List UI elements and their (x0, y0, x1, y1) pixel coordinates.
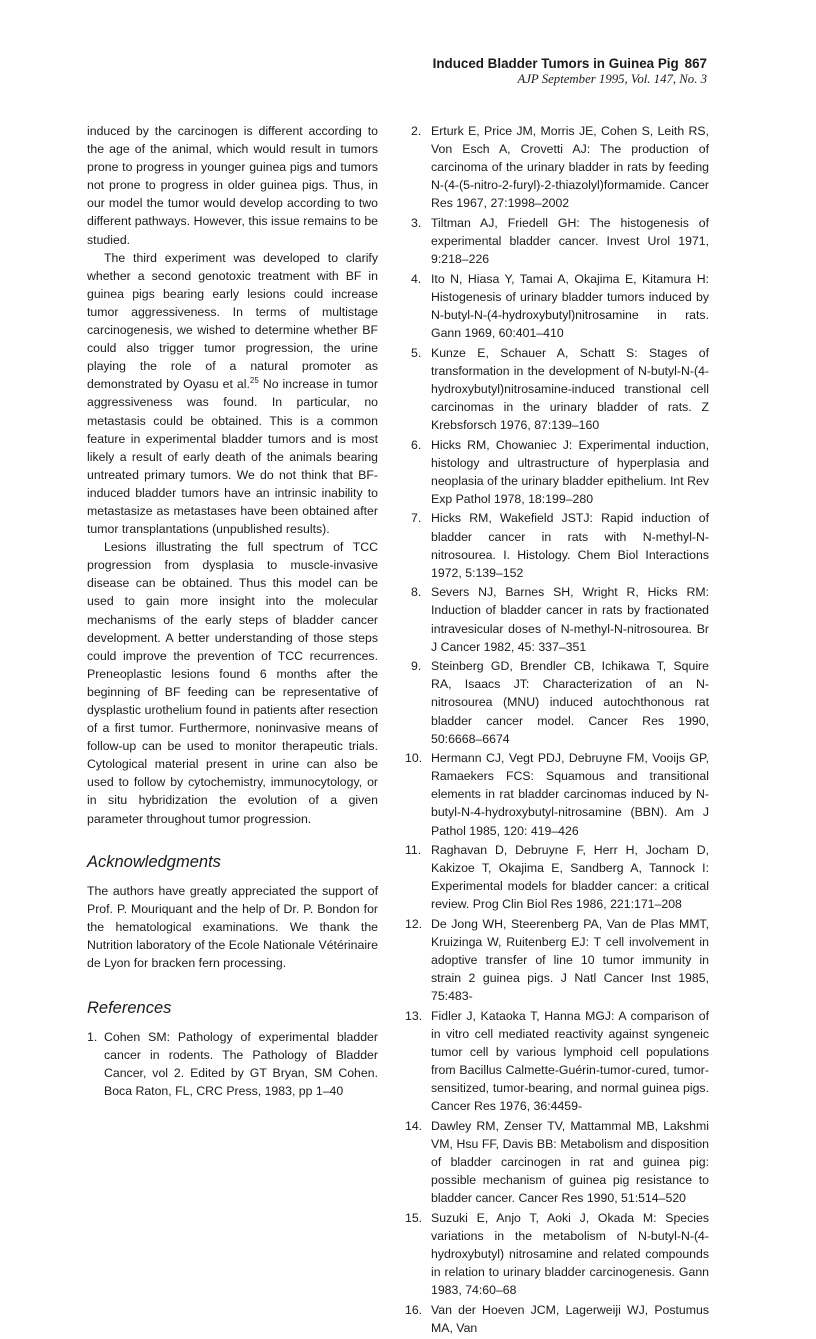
header-title-line (433, 56, 707, 72)
reference-number: 4. (411, 271, 422, 286)
paragraph-2-text-a: The third experiment was developed to clarify whether a second genotoxic treatment with BF in guinea pigs bearing early lesions could increase tumor aggressiveness. In terms of multistage carcinogenesis, we wished to determine whether BF could also trigger tumor progression, the urine playing the role of a natural promoter as demonstrated by Oyasu et al. (87, 250, 378, 392)
reference-item (405, 915, 709, 1005)
reference-item (411, 436, 709, 508)
reference-text: Fidler J, Kataoka T, Hanna MGJ: A comparison of in vitro cell mediated reactivity against syngeneic tumor cell by various lymphoid cell populations from Bacillus Calmette-Guérin-tumor-cured, tumor-sensitized, tumor-bearing, and normal guinea pigs. Cancer Res 1976, 36:4459- (431, 1009, 709, 1114)
reference-item (411, 214, 709, 268)
reference-text: Hermann CJ, Vegt PDJ, Debruyne FM, Vooijs GP, Ramaekers FCS: Squamous and transitional elements in rat bladder carcinomas induced by N-butyl-N-4-hydroxybutyl-nitrosamine (BBN). Am J Pathol 1985, 120: 419–426 (431, 751, 709, 838)
reference-text: Raghavan D, Debruyne F, Herr H, Jocham D, Kakizoe T, Okajima E, Sandberg A, Tannock I: Experimental models for bladder cancer: a critical review. Prog Clin Biol Res 1986, 221:171–208 (431, 843, 709, 912)
reference-number: 6. (411, 437, 422, 452)
reference-text: Van der Hoeven JCM, Lagerweiji WJ, Postumus MA, Van (431, 1303, 709, 1336)
reference-number: 7. (411, 511, 422, 526)
reference-number: 11. (405, 843, 422, 858)
reference-number: 5. (411, 345, 422, 360)
reference-item (87, 1028, 378, 1100)
left-column (87, 122, 378, 1102)
running-header (433, 56, 707, 87)
page-number: 867 (684, 56, 707, 71)
reference-text: Cohen SM: Pathology of experimental bladder cancer in rodents. The Pathology of Bladder Cancer, vol 2. Edited by GT Bryan, SM Cohen. Boca Raton, FL, CRC Press, 1983, pp 1–40 (104, 1030, 378, 1099)
acknowledgments-heading: Acknowledgments (87, 852, 221, 871)
reference-item (405, 1209, 709, 1299)
reference-number: 8. (411, 585, 422, 600)
reference-item (405, 841, 709, 913)
acknowledgments-text: The authors have greatly appreciated the support of Prof. P. Mouriquant and the help of Dr. P. Bondon for the hematological examinations. We thank the Nutrition laboratory of the Ecole Nationale Vétérinaire de Lyon for bracken fern processing. (87, 883, 378, 971)
reference-item (411, 509, 709, 581)
right-column (405, 122, 709, 1339)
discussion-paragraph-1: induced by the carcinogen is different according to the age of the animal, which would result in tumors prone to progress in younger guinea pigs and tumors not prone to progress in older guinea pigs. Thus, in our model the tumor would develop according to two different pathways. However, this issue remains to be studied. (87, 124, 378, 247)
reference-item (411, 657, 709, 747)
reference-item (411, 344, 709, 434)
reference-item (405, 749, 709, 839)
reference-text: Erturk E, Price JM, Morris JE, Cohen S, Leith RS, Von Esch A, Crovetti AJ: The production of carcinoma of the urinary bladder in rats by feeding N-(4-(5-nitro-2-furyl)-2-thiazolyl)formamide. Cancer Res 1967, 27:1998–2002 (431, 124, 709, 211)
reference-list-right (405, 122, 709, 1337)
references-heading: References (87, 999, 172, 1018)
reference-text: Kunze E, Schauer A, Schatt S: Stages of transformation in the development of N-butyl-N-(4-hydroxybutyl)nitrosamine-induced transtional cell carcinomas in the urinary bladder of rats. Z Krebsforsch 1976, 87:139–160 (431, 345, 709, 432)
reference-text: Tiltman AJ, Friedell GH: The histogenesis of experimental bladder cancer. Invest Urol 1971, 9:218–226 (431, 215, 709, 267)
reference-number: 12. (405, 917, 423, 932)
reference-text: De Jong WH, Steerenberg PA, Van de Plas MMT, Kruizinga W, Ruitenberg EJ: T cell involvement in adoptive transfer of line 10 tumor immunity in strain 2 guinea pigs. J Natl Cancer Inst 1985, 75:483- (431, 917, 709, 1004)
reference-item (405, 1007, 709, 1116)
running-title: Induced Bladder Tumors in Guinea Pig (432, 56, 679, 71)
reference-text: Ito N, Hiasa Y, Tamai A, Okajima E, Kitamura H: Histogenesis of urinary bladder tumors induced by N-butyl-N-(4-hydroxybutyl)nitrosamine in rats. Gann 1969, 60:401–410 (431, 271, 709, 341)
reference-text: Hicks RM, Wakefield JSTJ: Rapid induction of bladder cancer in rats with N-methyl-N-nitrosourea. I. Histology. Chem Biol Interactions 1972, 5:139–152 (431, 511, 709, 580)
reference-number: 14. (405, 1119, 423, 1134)
reference-text: Suzuki E, Anjo T, Aoki J, Okada M: Species variations in the metabolism of N-butyl-N-(4-hydroxybutyl) nitrosamine and related compounds in relation to urinary bladder carcinogenesis. Gann 1983, 74:60–68 (431, 1211, 709, 1298)
reference-number: 15. (405, 1211, 423, 1226)
reference-number: 13. (405, 1009, 423, 1023)
reference-item (411, 270, 709, 342)
paragraph-2-text-b: No increase in tumor aggressiveness was found. In particular, no metastasis could be obtained. This is a common feature in experimental bladder tumors and is most likely a result of early death of the animals bearing untreated primary tumors. We do not think that BF-induced bladder tumors have an intrinsic inability to metastasize as metastases have been obtained after tumor transplantations (unpublished results). (87, 377, 378, 537)
reference-number: 16. (405, 1303, 423, 1317)
reference-list-left (87, 1028, 378, 1100)
discussion-paragraph-2 (87, 249, 378, 539)
reference-item (405, 1117, 709, 1207)
reference-text: Severs NJ, Barnes SH, Wright R, Hicks RM: Induction of bladder cancer in rats by fractionated intravesicular doses of N-methyl-N-nitrosourea. Br J Cancer 1982, 45: 337–351 (431, 585, 709, 654)
reference-number: 3. (411, 215, 422, 230)
reference-number: 1. (87, 1030, 98, 1045)
reference-item (411, 583, 709, 655)
journal-citation: AJP September 1995, Vol. 147, No. 3 (517, 72, 707, 86)
reference-text: Steinberg GD, Brendler CB, Ichikawa T, Squire RA, Isaacs JT: Characterization of an N-nitrosourea (MNU) induced autochthonous rat bladder cancer model. Cancer Res 1990, 50:6668–6674 (431, 659, 709, 746)
reference-text: Hicks RM, Chowaniec J: Experimental induction, histology and ultrastructure of hyperplasia and neoplasia of the urinary bladder epithelium. Int Rev Exp Pathol 1978, 18:199–280 (431, 437, 709, 506)
reference-number: 2. (411, 124, 422, 138)
reference-item (411, 122, 709, 212)
reference-number: 10. (405, 751, 423, 766)
citation-superscript: 25 (249, 376, 259, 386)
discussion-paragraph-3: Lesions illustrating the full spectrum of TCC progression from dysplasia to muscle-invasive disease can be obtained. Thus this model can be used to gain more insight into the molecular mechanisms of the early steps of bladder cancer development. A better understanding of those steps could improve the prevention of TCC recurrences. Preneoplastic lesions found 6 months after the beginning of BF feeding can be representative of dysplastic urothelium found in patients after resection of a first tumor. Furthermore, noninvasive means of follow-up can be used to monitor therapeutic trials. Cytological material present in urine can also be used to follow by cytochemistry, immunocytology, or in situ hybridization the evolution of a given parameter throughout tumor progression. (87, 540, 378, 826)
reference-number: 9. (411, 659, 422, 674)
reference-text: Dawley RM, Zenser TV, Mattammal MB, Lakshmi VM, Hsu FF, Davis BB: Metabolism and disposition of bladder carcinogen in rat and guinea pig: possible mechanism of guinea pig resistance to bladder cancer. Cancer Res 1990, 51:514–520 (431, 1119, 709, 1206)
reference-item (405, 1301, 709, 1337)
